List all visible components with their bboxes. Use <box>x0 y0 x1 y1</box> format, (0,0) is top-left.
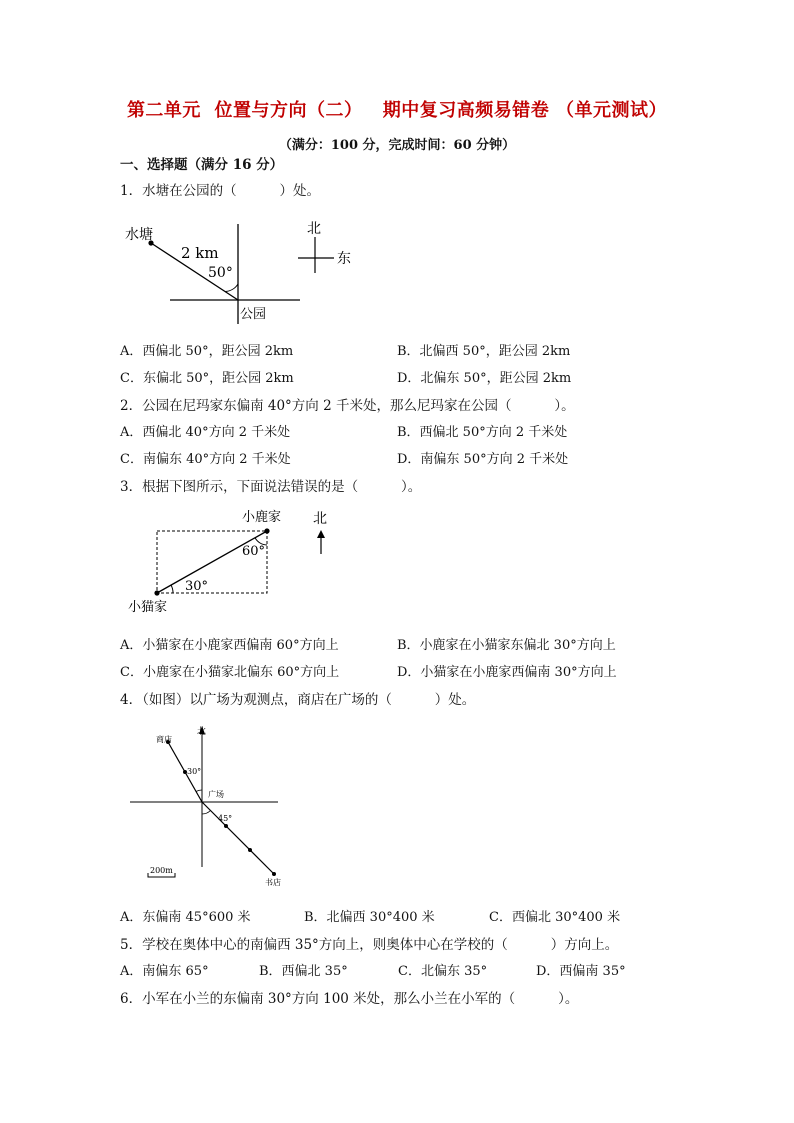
question-2-stem: 2．公园在尼玛家东偏南 40°方向 2 千米处，那么尼玛家在公园（ ）。 <box>120 398 575 414</box>
park-label: 公园 <box>240 307 267 322</box>
distance-label: 2 km <box>181 244 219 262</box>
shop-label: 商店 <box>156 735 172 744</box>
deer-home-label: 小鹿家 <box>242 510 282 525</box>
question-6-stem: 6．小军在小兰的东偏南 30°方向 100 米处，那么小兰在小军的（ ）。 <box>120 991 579 1007</box>
question-5-option-c[interactable]: C．北偏东 35° <box>398 964 488 979</box>
bookstore-label: 书店 <box>265 878 281 887</box>
east-label: 东 <box>337 251 351 267</box>
question-4-figure <box>128 722 293 892</box>
angle-60-label: 60° <box>242 544 266 559</box>
question-1-option-a[interactable]: A．西偏北 50°，距公园 2km <box>120 344 294 359</box>
question-3-option-c[interactable]: C．小鹿家在小猫家北偏东 60°方向上 <box>120 665 340 680</box>
angle-30-label: 30° <box>185 579 209 594</box>
question-5-stem: 5．学校在奥体中心的南偏西 35°方向上，则奥体中心在学校的（ ）方向上。 <box>120 937 619 953</box>
pond-label: 水塘 <box>125 227 153 243</box>
page-title: 第二单元 位置与方向（二） 期中复习高频易错卷 （单元测试） <box>126 100 668 121</box>
question-4-option-a[interactable]: A．东偏南 45°600 米 <box>120 910 251 925</box>
question-3-option-a[interactable]: A．小猫家在小鹿家西偏南 60°方向上 <box>120 638 339 653</box>
question-4-option-c[interactable]: C．西偏北 30°400 米 <box>489 910 621 925</box>
question-2-option-a[interactable]: A．西偏北 40°方向 2 千米处 <box>120 425 291 440</box>
question-2-option-d[interactable]: D．南偏东 50°方向 2 千米处 <box>397 452 569 467</box>
question-2-option-b[interactable]: B．西偏北 50°方向 2 千米处 <box>397 425 568 440</box>
question-4-stem: 4．（如图）以广场为观测点，商店在广场的（ ）处。 <box>120 692 476 708</box>
angle-label: 50° <box>208 265 233 281</box>
question-1-option-b[interactable]: B．北偏西 50°，距公园 2km <box>397 344 571 359</box>
question-1-stem: 1．水塘在公园的（ ）处。 <box>120 183 321 199</box>
question-3-option-b[interactable]: B．小鹿家在小猫家东偏北 30°方向上 <box>397 638 616 653</box>
section-heading: 一、选择题（满分 16 分） <box>120 157 284 173</box>
question-3-option-d[interactable]: D．小猫家在小鹿家西偏南 30°方向上 <box>397 665 617 680</box>
page-subtitle: （满分：100 分，完成时间：60 分钟） <box>278 138 516 153</box>
question-5-option-a[interactable]: A．南偏东 65° <box>120 964 209 979</box>
cat-home-label: 小猫家 <box>128 600 168 615</box>
angle-30-label: 30° <box>187 767 202 776</box>
question-2-option-c[interactable]: C．南偏东 40°方向 2 千米处 <box>120 452 291 467</box>
square-label: 广场 <box>208 790 224 799</box>
question-3-figure <box>122 502 352 620</box>
north-label: 北 <box>313 511 327 527</box>
question-5-option-d[interactable]: D．西偏南 35° <box>536 964 626 979</box>
north-label: 北 <box>307 221 321 237</box>
question-4-option-b[interactable]: B．北偏西 30°400 米 <box>304 910 435 925</box>
north-label: 北 <box>197 727 207 737</box>
angle-45-label: 45° <box>218 814 233 823</box>
scale-label: 200m <box>150 866 173 875</box>
question-5-option-b[interactable]: B．西偏北 35° <box>259 964 348 979</box>
question-1-option-c[interactable]: C．东偏北 50°，距公园 2km <box>120 371 294 386</box>
question-3-stem: 3．根据下图所示，下面说法错误的是（ ）。 <box>120 479 422 495</box>
question-1-figure <box>118 212 368 327</box>
question-1-option-d[interactable]: D．北偏东 50°，距公园 2km <box>397 371 572 386</box>
